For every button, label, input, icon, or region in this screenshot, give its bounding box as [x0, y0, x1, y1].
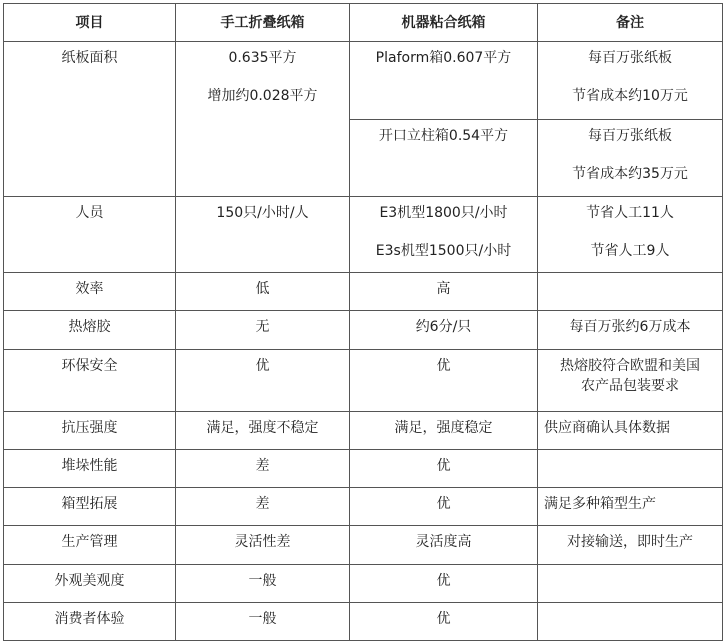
table-row: [4, 349, 723, 411]
cell-item: 效率: [4, 273, 176, 311]
comparison-table: [3, 3, 723, 641]
cell-item: 消费者体验: [4, 602, 176, 640]
cell-manual: 无: [176, 311, 350, 349]
cell-item: 热熔胶: [4, 311, 176, 349]
table-row: [4, 273, 723, 311]
cell-note: [538, 273, 723, 311]
cell-manual: 满足，强度不稳定: [176, 411, 350, 449]
table-row: [4, 602, 723, 640]
table-row: [4, 42, 723, 119]
cell-manual: 灵活性差: [176, 526, 350, 564]
cell-machine: 优: [350, 602, 538, 640]
header-row: [4, 4, 723, 42]
cell-item: 箱型拓展: [4, 488, 176, 526]
cell-machine: 满足，强度稳定: [350, 411, 538, 449]
header-note: 备注: [538, 4, 723, 42]
cell-item: 人员: [4, 196, 176, 272]
cell-manual: 差: [176, 488, 350, 526]
cell-note: 节省人工11人 节省人工9人: [538, 196, 723, 272]
cell-manual: 一般: [176, 564, 350, 602]
cell-note: 满足多种箱型生产: [538, 488, 723, 526]
cell-machine: E3机型1800只/小时 E3s机型1500只/小时: [350, 196, 538, 272]
cell-machine: 开口立柱箱0.54平方: [350, 119, 538, 196]
header-machine: 机器粘合纸箱: [350, 4, 538, 42]
cell-note: 供应商确认具体数据: [538, 411, 723, 449]
cell-manual: 优: [176, 349, 350, 411]
cell-note: 每百万张纸板 节省成本约10万元: [538, 42, 723, 119]
cell-machine: 约6分/只: [350, 311, 538, 349]
cell-machine: Plaform箱0.607平方: [350, 42, 538, 119]
cell-note: [538, 602, 723, 640]
cell-note: [538, 450, 723, 488]
cell-note: [538, 564, 723, 602]
cell-machine: 优: [350, 564, 538, 602]
table-row: [4, 196, 723, 272]
cell-note: 对接输送，即时生产: [538, 526, 723, 564]
cell-machine: 优: [350, 488, 538, 526]
cell-manual: 差: [176, 450, 350, 488]
cell-manual: 150只/小时/人: [176, 196, 350, 272]
cell-note: 每百万张纸板 节省成本约35万元: [538, 119, 723, 196]
table-row: [4, 564, 723, 602]
table-row: [4, 526, 723, 564]
cell-machine: 优: [350, 349, 538, 411]
cell-machine: 高: [350, 273, 538, 311]
cell-manual: 低: [176, 273, 350, 311]
cell-manual: 0.635平方 增加约0.028平方: [176, 42, 350, 197]
cell-item: 抗压强度: [4, 411, 176, 449]
cell-note: 每百万张约6万成本: [538, 311, 723, 349]
cell-note: 热熔胶符合欧盟和美国 农产品包装要求: [538, 349, 723, 411]
cell-item: 外观美观度: [4, 564, 176, 602]
table-row: [4, 450, 723, 488]
header-item: 项目: [4, 4, 176, 42]
cell-machine: 灵活度高: [350, 526, 538, 564]
cell-machine: 优: [350, 450, 538, 488]
cell-item: 生产管理: [4, 526, 176, 564]
table-row: [4, 488, 723, 526]
header-manual: 手工折叠纸箱: [176, 4, 350, 42]
cell-item: 堆垛性能: [4, 450, 176, 488]
cell-item: 环保安全: [4, 349, 176, 411]
cell-item: 纸板面积: [4, 42, 176, 197]
table-row: [4, 411, 723, 449]
cell-manual: 一般: [176, 602, 350, 640]
table-row: [4, 311, 723, 349]
